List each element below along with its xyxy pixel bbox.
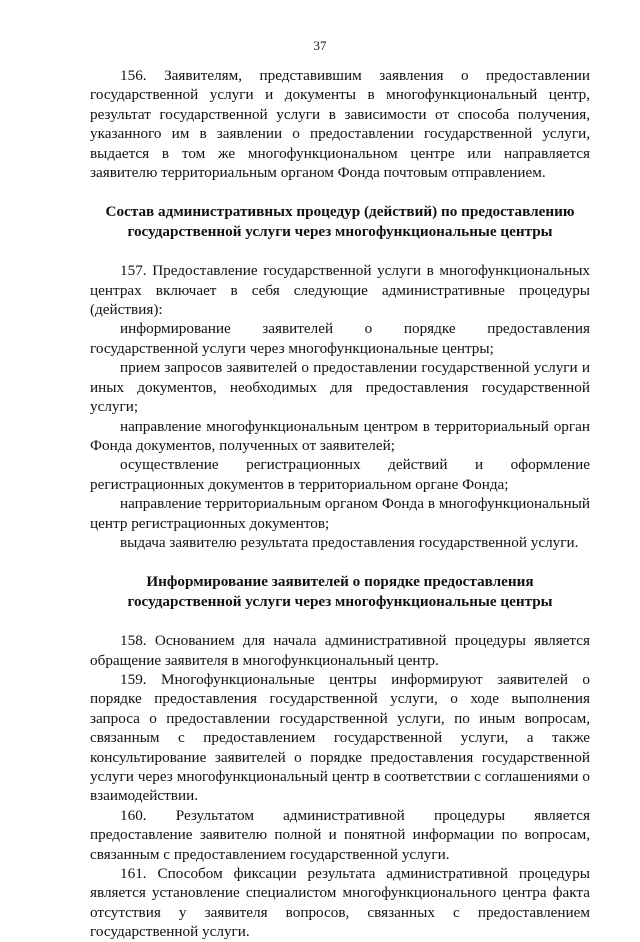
paragraph-156: 156. Заявителям, представившим заявления о предоставлении государственной услуги и документы в многофункциональный центр, результат государственной услуги в зависимости от способа получения, указанного им в заявлении о предоставлении государственной услуги, выдается в том же многофункциональном центре или направляется заявителю территориальным органом Фонда почтовым отправлением. bbox=[90, 67, 590, 182]
heading-line: государственной услуги через многофункциональные центры bbox=[127, 592, 553, 610]
list-item-issuance: выдача заявителю результата предоставления государственной услуги. bbox=[120, 533, 579, 551]
list-item-registration: осуществление регистрационных действий и оформление регистрационных документов в территориальном органе Фонда; bbox=[90, 456, 590, 493]
heading-line: Информирование заявителей о порядке предоставления bbox=[146, 573, 534, 591]
paragraph-161: 161. Способом фиксации результата административной процедуры является установление специалистом многофункционального центра факта отсутствия у заявителя вопросов, связанных с предоставлением государственной услуги. bbox=[90, 865, 590, 941]
page-number: 37 bbox=[313, 38, 327, 53]
spacer bbox=[90, 611, 590, 631]
list-item-returning-docs: направление территориальным органом Фонда в многофункциональный центр регистрационных документов; bbox=[90, 495, 590, 532]
list-item-forwarding: направление многофункциональным центром в территориальный орган Фонда документов, полученных от заявителей; bbox=[90, 417, 590, 454]
spacer bbox=[90, 241, 590, 261]
paragraph-158: 158. Основанием для начала административной процедуры является обращение заявителя в многофункциональный центр. bbox=[90, 632, 590, 669]
paragraph-159: 159. Многофункциональные центры информируют заявителей о порядке предоставления государственной услуги, о ходе выполнения запроса о предоставлении государственной услуги, по иным вопросам, связанным с предоставлением государственной услуги, а также консультирование заявителей о порядке предоставления государственной услуги через многофункциональный центр в соответствии с соглашениями о взаимодействии. bbox=[90, 670, 590, 805]
paragraph-157: 157. Предоставление государственной услуги в многофункциональных центрах включает в себя следующие административные процедуры (действия): bbox=[90, 262, 590, 319]
section-heading-procedures bbox=[90, 202, 590, 241]
section-heading-informing bbox=[90, 572, 590, 611]
paragraph-160: 160. Результатом административной процедуры является предоставление заявителю полной и понятной информации по вопросам, связанным с предоставлением государственной услуги. bbox=[90, 806, 590, 863]
spacer bbox=[90, 552, 590, 572]
document-body bbox=[90, 66, 590, 942]
list-item-informing: информирование заявителей о порядке предоставления государственной услуги через многофункциональные центры; bbox=[90, 320, 590, 357]
list-item-requests: прием запросов заявителей о предоставлении государственной услуги и иных документов, необходимых для предоставления государственной услуги; bbox=[90, 359, 590, 416]
heading-line: государственной услуги через многофункциональные центры bbox=[127, 222, 553, 240]
heading-line: Состав административных процедур (действий) по предоставлению bbox=[105, 203, 575, 221]
spacer bbox=[90, 182, 590, 202]
